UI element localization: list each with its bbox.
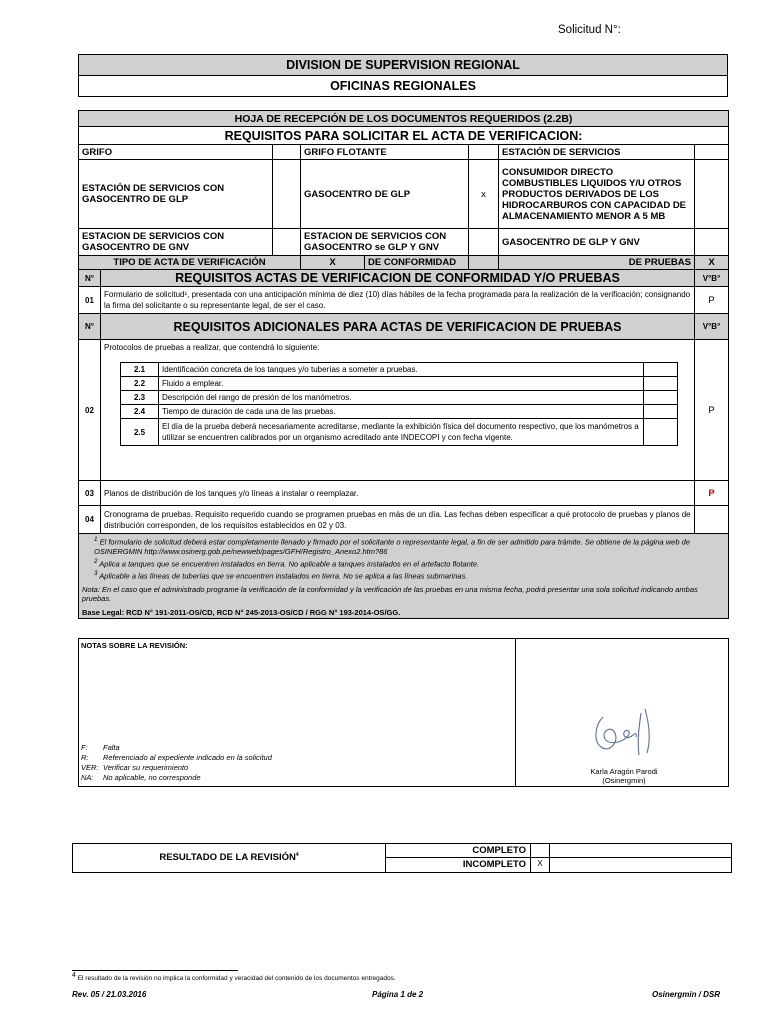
cat-gasocentro-glp-gnv: GASOCENTRO DE GLP Y GNV (499, 229, 695, 256)
tipo-acta-label: TIPO DE ACTA DE VERIFICACIÓN (79, 256, 301, 270)
footnote-rule (72, 970, 238, 971)
row04-vb[interactable] (695, 506, 729, 534)
sub-2-4-num: 2.4 (121, 405, 159, 419)
solicitud-label: Solicitud N°: (558, 24, 621, 36)
sub-2-2-text: Fluido a emplear. (159, 377, 644, 391)
section1-title: REQUISITOS ACTAS DE VERIFICACION DE CONFORMIDAD Y/O PRUEBAS (101, 270, 695, 287)
cat-gasocentro-glp: GASOCENTRO DE GLP (301, 160, 469, 229)
incompleto-check[interactable]: X (537, 859, 543, 868)
sub-2-3-text: Descripción del rango de presión de los manómetros. (159, 391, 644, 405)
row04-text: Cronograma de pruebas. Requisito requerido cuando se programen pruebas en más de un día. Las fechas deben especificar a qué protocolo de pruebas y planos de distribución corresponden, de los requisitos establecidos en 02 y 03. (101, 506, 695, 534)
row01-vb[interactable]: P (695, 287, 729, 314)
note-general: Nota: En el caso que el administrado programe la verificación de la conformidad y la verificación de las pruebas en una misma fecha, podrá presentar una sola solicitud indicando ambas pruebas. (82, 584, 698, 603)
sub-2-1-num: 2.1 (121, 363, 159, 377)
main-form (78, 110, 729, 619)
base-legal: Base Legal: RCD N° 191-2011-OS/CD, RCD N° 245-2013-OS/CD / RGG N° 193-2014-OS/GG. (82, 607, 401, 617)
section1-vb: V°B° (695, 270, 729, 287)
note-1: $^1$ El formulario de solicitud deberá estar completamente llenado y firmado por el solicitante o representante legal, a fin de ser admitido para trámite. Se obtiene de la página web de OSINERGMIN http://www.osinerg.gob.pe/newweb/pages/GFH/Registro_Anexo2.htm?86 (94, 536, 690, 556)
tipo-acta-mark1[interactable]: X (301, 256, 365, 270)
sub-2-3-check[interactable] (644, 391, 678, 405)
completo-label: COMPLETO (472, 845, 526, 856)
section2-vb: V°B° (695, 314, 729, 340)
revision-title: NOTAS SOBRE LA REVISIÓN: (81, 641, 188, 650)
cat-es-gnv: ESTACION DE SERVICIOS CON GASOCENTRO DE GNV (79, 229, 273, 256)
note-2: $^2$ Aplica a tanques que se encuentren instalados en tierra. No aplicable a tanques instalados en el artefacto flotante. (94, 557, 480, 568)
cat-es-glp: ESTACIÓN DE SERVICIOS CON GASOCENTRO DE GLP (79, 160, 273, 229)
notes-box (79, 534, 729, 619)
row02-content (101, 340, 695, 481)
row03-text: Planos de distribución de los tanques y/o líneas a instalar o reemplazar. (101, 481, 695, 506)
sub-2-4-text: Tiempo de duración de cada una de las pruebas. (159, 405, 644, 419)
cat-grifo: GRIFO (79, 145, 273, 160)
check-consumidor[interactable] (695, 160, 729, 229)
check-estacion-servicios[interactable] (695, 145, 729, 160)
revision-divider (515, 639, 516, 786)
division-title: DIVISION DE SUPERVISION REGIONAL (79, 55, 728, 76)
footer-page: Página 1 de 2 (372, 990, 424, 999)
row02-vb[interactable]: P (695, 340, 729, 481)
sub-2-5-check[interactable] (644, 419, 678, 446)
resultado-box (72, 843, 732, 873)
row02-num: 02 (79, 340, 101, 481)
header-box (78, 54, 728, 97)
footer-rev: Rev. 05 / 21.03.2016 (72, 990, 147, 999)
check-es-glp[interactable] (273, 160, 301, 229)
signer-org: (Osinergmin) (602, 776, 646, 785)
oficinas-title: OFICINAS REGIONALES (79, 76, 728, 97)
sub-2-1-check[interactable] (644, 363, 678, 377)
sub-2-5-text: El día de la prueba deberá necesariamente acreditarse, mediante la exhibición física del documento respectivo, que los manómetros a utilizar se encuentren calibrados por un organismo acreditado ante INDECOPI y con fecha vigente. (159, 419, 644, 446)
tipo-acta-mark2[interactable]: X (695, 256, 729, 270)
sub-2-5-num: 2.5 (121, 419, 159, 446)
check-grifo-flotante[interactable] (469, 145, 499, 160)
section2-n: N° (79, 314, 101, 340)
section1-n: N° (79, 270, 101, 287)
signer-name: Karla Aragón Parodi (590, 767, 658, 776)
legend-ver: VER: Verificar su requerimiento (81, 763, 189, 772)
row03-num: 03 (79, 481, 101, 506)
subitems-table (120, 362, 678, 446)
check-grifo[interactable] (273, 145, 301, 160)
cat-estacion-servicios: ESTACIÓN DE SERVICIOS (499, 145, 695, 160)
resultado-label: RESULTADO DE LA REVISIÓN$^4$ (159, 852, 299, 864)
signer-block (559, 767, 689, 785)
legend-r: R: Referenciado al expediente indicado en la solicitud (81, 753, 272, 762)
revision-box (78, 638, 729, 787)
check-es-gnv[interactable] (273, 229, 301, 256)
sub-2-4-check[interactable] (644, 405, 678, 419)
legend-na: NA: No aplicable, no corresponde (81, 773, 201, 782)
cat-grifo-flotante: GRIFO FLOTANTE (301, 145, 469, 160)
cat-consumidor: CONSUMIDOR DIRECTO COMBUSTIBLES LIQUIDOS Y/U OTROS PRODUCTOS DERIVADOS DE LOS HIDROCARBUROS CON CAPACIDAD DE ALMACENAMIENTO MENOR A 5 MB (499, 160, 695, 229)
resultado-hline (385, 857, 731, 858)
check-divider-2 (549, 844, 550, 872)
tipo-acta-blank[interactable] (469, 256, 499, 270)
sub-2-3-num: 2.3 (121, 391, 159, 405)
form-title: HOJA DE RECEPCIÓN DE LOS DOCUMENTOS REQUERIDOS (2.2B) (79, 111, 729, 127)
row01-num: 01 (79, 287, 101, 314)
section2-title: REQUISITOS ADICIONALES PARA ACTAS DE VERIFICACION DE PRUEBAS (101, 314, 695, 340)
row03-vb[interactable]: P (695, 481, 729, 506)
row04-num: 04 (79, 506, 101, 534)
sub-2-2-num: 2.2 (121, 377, 159, 391)
sub-2-1-text: Identificación concreta de los tanques y/o tuberías a someter a pruebas. (159, 363, 644, 377)
sub-2-2-check[interactable] (644, 377, 678, 391)
footnote: $^4$ El resultado de la revisión no implica la conformidad y veracidad del contenido de los documentos entregados. (72, 972, 396, 983)
signature-icon (589, 703, 659, 761)
cat-es-glp-gnv: ESTACION DE SERVICIOS CON GASOCENTRO se GLP Y GNV (301, 229, 469, 256)
revision-legend (81, 743, 272, 783)
check-es-glp-gnv[interactable] (469, 229, 499, 256)
check-gasocentro-glp[interactable]: x (469, 160, 499, 229)
row01-text: Formulario de solicitud¹, presentada con una anticipación mínima de diez (10) días hábiles de la fecha programada para la realización de la verificación; consignando la firma del solicitante o su representante legal, de ser el caso. (101, 287, 695, 314)
tipo-acta-conformidad: DE CONFORMIDAD (365, 256, 469, 270)
check-gasocentro-glp-gnv[interactable] (695, 229, 729, 256)
note-3: $^3$ Aplicable a las líneas de tuberías que se encuentren instalados en tierra. No se aplica a las líneas submarinas. (94, 569, 468, 580)
tipo-acta-pruebas: DE PRUEBAS (499, 256, 695, 270)
legend-f: F: Falta (81, 743, 120, 752)
footer-org: Osinergmin / DSR (652, 990, 721, 999)
form-subtitle: REQUISITOS PARA SOLICITAR EL ACTA DE VERIFICACION: (79, 127, 729, 145)
row02-intro: Protocolos de pruebas a realizar, que contendrá lo siguiente: (104, 343, 320, 352)
incompleto-label: INCOMPLETO (462, 859, 526, 870)
